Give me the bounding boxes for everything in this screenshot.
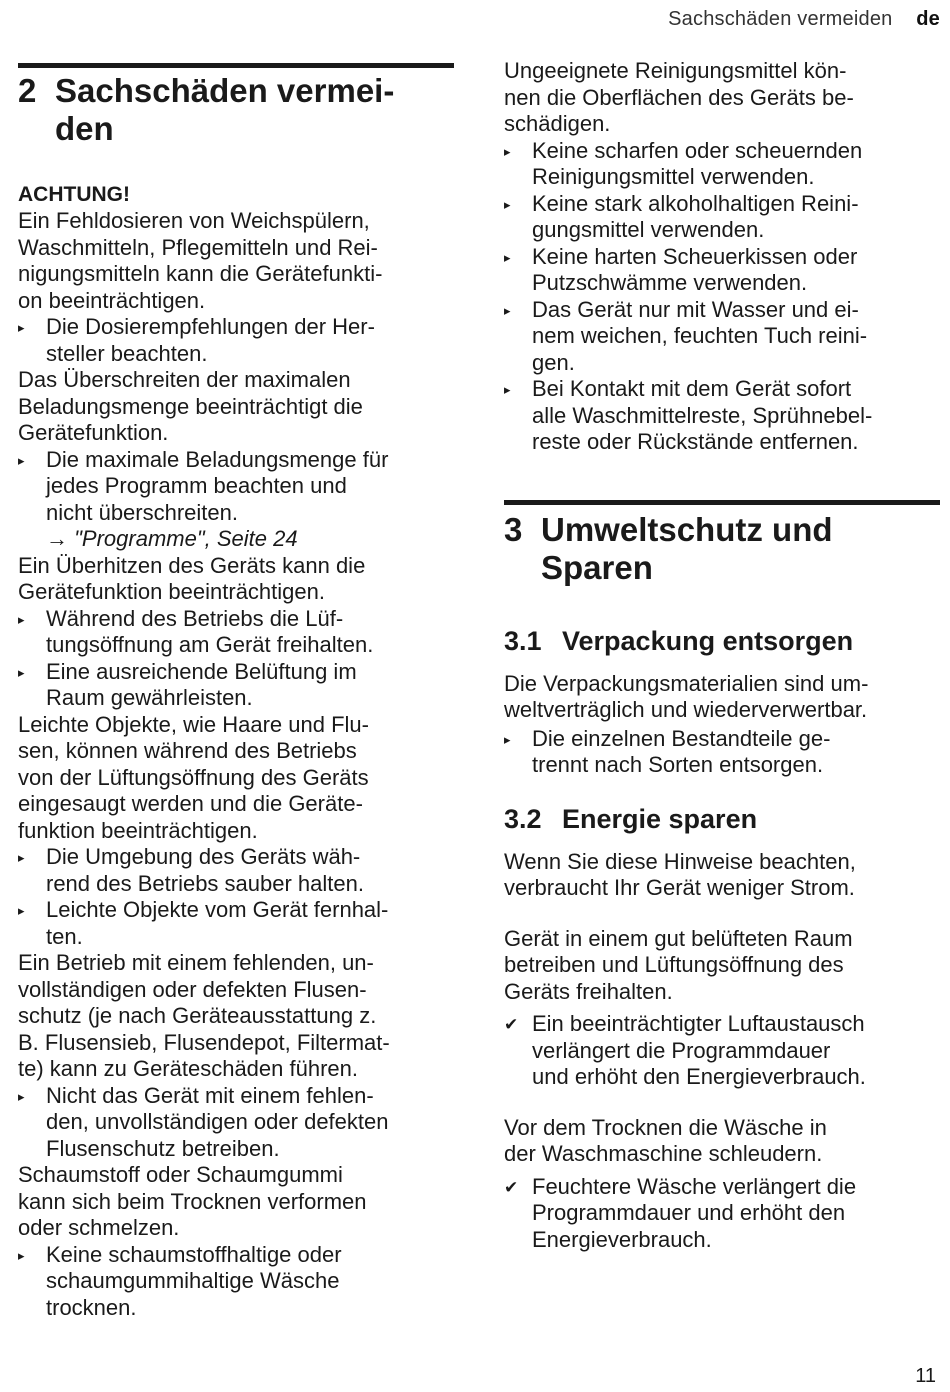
checkmark-icon: ✔ <box>504 1015 519 1034</box>
bullet-item: ▸ Eine ausreichende Belüftung im Raum gewährleisten. <box>18 658 357 710</box>
subsection-title: Energie sparen <box>562 803 758 834</box>
left-column <box>18 58 454 1321</box>
bullet-marker-icon: ▸ <box>18 1247 25 1263</box>
bullet-marker-icon: ▸ <box>18 320 25 335</box>
subsection-number: 3.2 <box>504 803 542 834</box>
paragraph: Wenn Sie diese Hinweise beachten, verbraucht Ihr Gerät weniger Strom. <box>504 848 856 900</box>
paragraph: Schaumstoff oder Schaumgummi kann sich beim Trocknen verformen oder schmelzen. <box>18 1162 367 1240</box>
paragraph: Ein Überhitzen des Geräts kann die Gerätefunktion beeinträchtigen. <box>18 552 366 604</box>
bullet-marker-icon: ▸ <box>18 452 25 468</box>
paragraph: Ein Betrieb mit einem fehlenden, un- vollständigen oder defekten Flusen- schutz (je nach Geräteausstattung z. B. Flusensieb, Flusendepot, Filtermat- te) kann zu Geräteschäden führen. <box>18 950 390 1081</box>
paragraph: Das Überschreiten der maximalen Beladungsmenge beeinträchtigt die Gerätefunktion. <box>18 367 363 445</box>
checkmark-icon: ✔ <box>504 1177 519 1197</box>
page-number: 11 <box>915 1365 936 1387</box>
paragraph: Leichte Objekte, wie Haare und Flu- sen, können während des Betriebs von der Lüftungsöffnung des Geräts eingesaugt werden und die Geräte- funktion beeinträchtigen. <box>18 711 369 843</box>
section-title: Sachschäden vermei- den <box>55 72 395 147</box>
bullet-marker-icon: ▸ <box>504 382 511 397</box>
result-item: ✔ Ein beeinträchtigter Luftaustausch verlängert die Programmdauer und erhöht den Energieverbrauch. <box>504 1011 866 1089</box>
bullet-marker-icon: ▸ <box>18 1088 25 1104</box>
section-title: Umweltschutz und Sparen <box>541 510 833 586</box>
bullet-item: ▸ Keine scharfen oder scheuernden Reinigungsmittel verwenden. <box>504 137 863 189</box>
bullet-marker-icon: ▸ <box>18 850 25 865</box>
section-number: 2 <box>18 72 37 109</box>
bullet-item: ▸ Keine schaumstoffhaltige oder schaumgummihaltige Wäsche trocknen. <box>18 1241 342 1320</box>
bullet-item: ▸ Während des Betriebs die Lüf- tungsöffnung am Gerät freihalten. <box>18 605 374 657</box>
running-header <box>668 8 940 31</box>
subsection-3-2-heading <box>504 803 940 835</box>
bullet-marker-icon: ▸ <box>504 302 511 318</box>
result-item: ✔ Feuchtere Wäsche verlängert die Programmdauer und erhöht den Energieverbrauch. <box>504 1173 857 1252</box>
paragraph: Ein Fehldosieren von Weichspülern, Waschmitteln, Pflegemitteln und Rei- nigungsmitteln kann die Gerätefunkti- on beeinträchtigen. <box>18 208 383 313</box>
paragraph: Gerät in einem gut belüfteten Raum betreiben und Lüftungsöffnung des Geräts freihalten. <box>504 925 853 1004</box>
cross-reference-link[interactable]: → "Programme", Seite 24 <box>46 526 298 551</box>
paragraph: Die Verpackungsmaterialien sind um- weltverträglich und wiederverwertbar. <box>504 670 869 722</box>
right-column <box>504 58 940 1253</box>
bullet-marker-icon: ▸ <box>504 731 511 747</box>
section-rule <box>18 63 454 68</box>
bullet-marker-icon: ▸ <box>504 196 511 212</box>
header-language-code: de <box>916 8 940 30</box>
bullet-item: ▸ Bei Kontakt mit dem Gerät sofort alle Waschmittelreste, Sprühnebel- reste oder Rückstände entfernen. <box>504 376 873 454</box>
bullet-item: ▸ Die Umgebung des Geräts wäh- rend des Betriebs sauber halten. <box>18 844 364 896</box>
bullet-marker-icon: ▸ <box>18 664 25 680</box>
subsection-title: Verpackung entsorgen <box>562 625 854 656</box>
warning-label: ACHTUNG! <box>18 183 130 206</box>
section-rule <box>504 500 940 505</box>
bullet-item: ▸ Das Gerät nur mit Wasser und ei- nem weichen, feuchten Tuch reini- gen. <box>504 296 868 375</box>
bullet-marker-icon: ▸ <box>504 143 511 159</box>
section-number: 3 <box>504 510 523 548</box>
bullet-item: ▸ Leichte Objekte vom Gerät fernhal- ten. <box>18 897 389 949</box>
section-2-heading <box>18 72 454 148</box>
bullet-marker-icon: ▸ <box>504 249 511 265</box>
paragraph: Vor dem Trocknen die Wäsche in der Waschmaschine schleudern. <box>504 1114 827 1166</box>
bullet-item: ▸ Keine stark alkoholhaltigen Reini- gungsmittel verwenden. <box>504 190 859 242</box>
bullet-item: ▸ Die einzelnen Bestandteile ge- trennt nach Sorten entsorgen. <box>504 725 831 777</box>
bullet-marker-icon: ▸ <box>18 903 25 918</box>
section-3-heading <box>504 511 940 587</box>
bullet-item: ▸ Keine harten Scheuerkissen oder Putzschwämme verwenden. <box>504 243 858 295</box>
paragraph: Ungeeignete Reinigungsmittel kön- nen die Oberflächen des Geräts be- schädigen. <box>504 58 854 136</box>
bullet-item: ▸ Die Dosierempfehlungen der Her- steller beachten. <box>18 314 375 366</box>
bullet-marker-icon: ▸ <box>18 611 25 627</box>
bullet-item: ▸ Die maximale Beladungsmenge für jedes Programm beachten und nicht überschreiten. <box>18 446 389 525</box>
header-section-title: Sachschäden vermeiden <box>668 8 893 30</box>
bullet-item: ▸ Nicht das Gerät mit einem fehlen- den, unvollständigen oder defekten Flusenschutz betreiben. <box>18 1082 389 1161</box>
subsection-number: 3.1 <box>504 625 542 656</box>
subsection-3-1-heading <box>504 625 940 657</box>
